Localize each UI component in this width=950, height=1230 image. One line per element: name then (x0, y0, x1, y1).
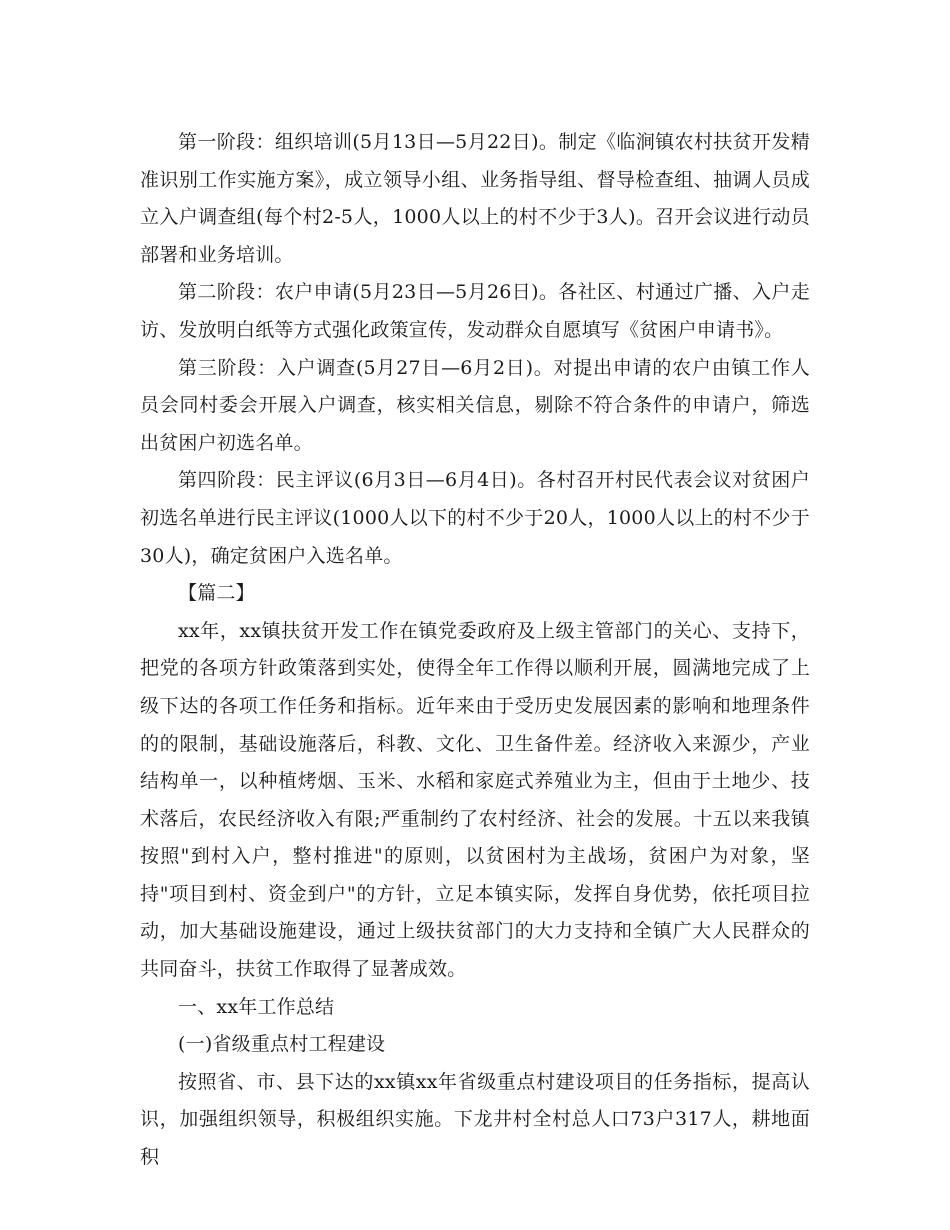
paragraph-stage-one: 第一阶段：组织培训(5月13日—5月22日)。制定《临涧镇农村扶贫开发精准识别工作实施方案》，成立领导小组、业务指导组、督导检查组、抽调人员成立入户调查组(每个村2-5人，1000人以上的村不少于3人)。召开会议进行动员部署和业务培训。 (140, 131, 810, 266)
section-heading-part-two: 【篇二】 (178, 582, 255, 605)
document-body (140, 124, 810, 1177)
section-heading-summary: 一、xx年工作总结 (178, 995, 335, 1018)
paragraph-stage-three: 第三阶段：入户调查(5月27日—6月2日)。对提出申请的农户由镇工作人员会同村委会开展入户调查，核实相关信息，剔除不符合条件的申请户，筛选出贫困户初选名单。 (140, 356, 810, 454)
paragraph-stage-four: 第四阶段：民主评议(6月3日—6月4日)。各村召开村民代表会议对贫困户初选名单进行民主评议(1000人以下的村不少于20人，1000人以上的村不少于30人)，确定贫困户入选名单。 (140, 469, 810, 567)
subsection-heading-key-villages: (一)省级重点村工程建设 (178, 1033, 386, 1056)
paragraph-stage-two: 第二阶段：农户申请(5月23日—5月26日)。各社区、村通过广播、入户走访、发放明白纸等方式强化政策宣传，发动群众自愿填写《贫困户申请书》。 (140, 281, 810, 341)
paragraph-overview: xx年，xx镇扶贫开发工作在镇党委政府及上级主管部门的关心、支持下，把党的各项方针政策落到实处，使得全年工作得以顺利开展，圆满地完成了上级下达的各项工作任务和指标。近年来由于受历史发展因素的影响和地理条件的的限制，基础设施落后，科教、文化、卫生备件差。经济收入来源少，产业结构单一，以种植烤烟、玉米、水稻和家庭式养殖业为主，但由于土地少、技术落后，农民经济收入有限;严重制约了农村经济、社会的发展。十五以来我镇按照"到村入户，整村推进"的原则，以贫困村为主战场，贫困户为对象，坚持"项目到村、资金到户"的方针，立足本镇实际，发挥自身优势，依托项目拉动，加大基础设施建设，通过上级扶贫部门的大力支持和全镇广大人民群众的共同奋斗，扶贫工作取得了显著成效。 (140, 619, 810, 981)
paragraph-key-village-project: 按照省、市、县下达的xx镇xx年省级重点村建设项目的任务指标，提高认识，加强组织领导，积极组织实施。下龙井村全村总人口73户317人，耕地面积 (140, 1070, 810, 1169)
